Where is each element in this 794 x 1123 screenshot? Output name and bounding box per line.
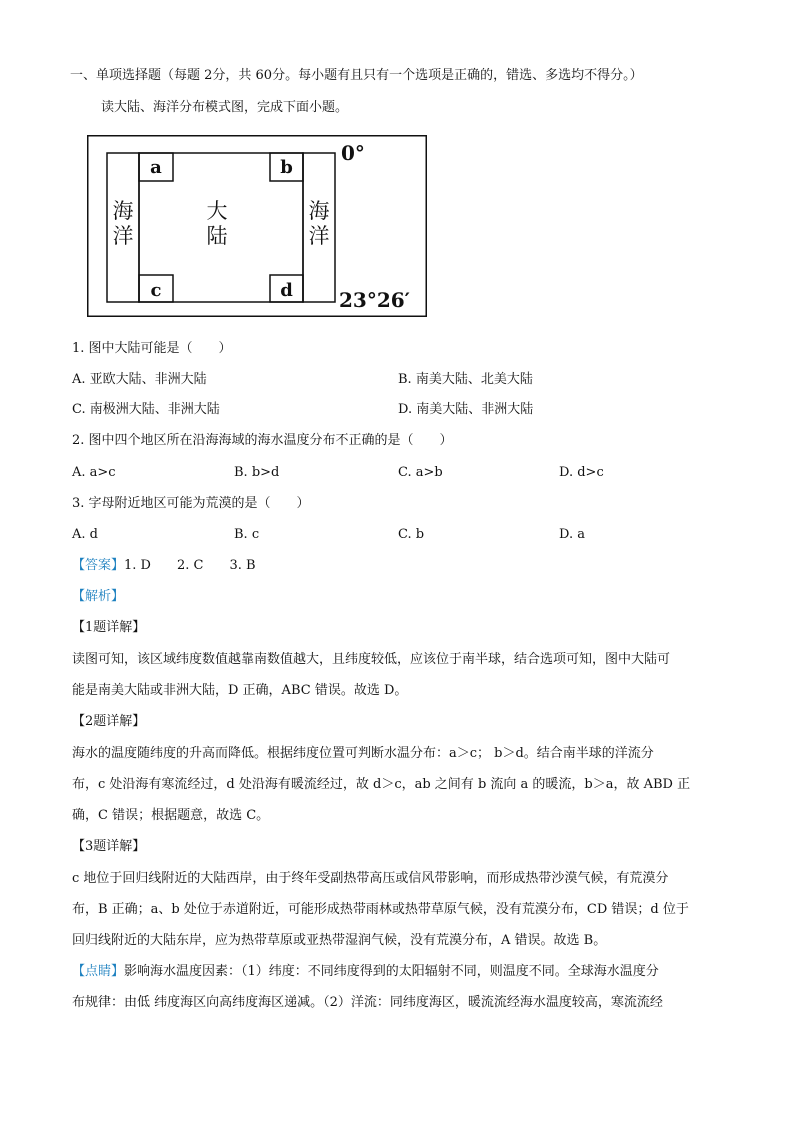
diagram-label-c: c [150, 280, 162, 301]
detail-3-line-1: c 地位于回归线附近的大陆西岸，由于终年受副热带高压或信风带影响，而形成热带沙漠气候，有荒漠分 [72, 871, 669, 886]
detail-3-line-2: 布，B 正确；a、b 处位于赤道附近，可能形成热带雨林或热带草原气候，没有荒漠分布，CD 错误；d 位于 [72, 902, 689, 917]
answer-line [72, 556, 256, 576]
detail-1-line-2: 能是南美大陆或非洲大陆，D 正确，ABC 错误。故选 D。 [72, 683, 408, 698]
question-1-option-d: D. 南美大陆、非洲大陆 [398, 402, 534, 417]
question-2-stem: 2. 图中四个地区所在沿海海域的海水温度分布不正确的是（ ） [72, 433, 453, 448]
detail-1-body [72, 644, 722, 706]
instruction: 读大陆、海洋分布模式图，完成下面小题。 [101, 100, 349, 115]
section-heading: 一、单项选择题（每题 2分，共 60分。每小题有且只有一个选项是正确的，错选、多选均不得分。） [70, 68, 643, 83]
detail-1-line-1: 读图可知，该区域纬度数值越靠南数值越大，且纬度较低，应该位于南半球，结合选项可知，图中大陆可 [72, 652, 671, 667]
question-3-option-b: B. c [234, 527, 260, 542]
tip-body [72, 956, 722, 1018]
detail-1-heading: 【1题详解】 [72, 620, 146, 635]
ocean-right-char-1: 海 [308, 199, 330, 223]
analysis-label: 【解析】 [72, 589, 125, 604]
question-2-option-a: A. a>c [72, 465, 116, 480]
ocean-left-char-2: 洋 [112, 224, 134, 248]
question-1-stem: 1. 图中大陆可能是（ ） [72, 341, 232, 356]
detail-2-heading: 【2题详解】 [72, 714, 146, 729]
detail-2-line-3: 确，C 错误；根据题意，故选 C。 [72, 808, 270, 823]
question-1-option-a: A. 亚欧大陆、非洲大陆 [72, 372, 207, 387]
question-1-option-b: B. 南美大陆、北美大陆 [398, 372, 533, 387]
question-3-option-c: C. b [398, 527, 425, 542]
continent-char-2: 陆 [206, 224, 228, 248]
detail-2-line-2: 布，c 处沿海有寒流经过，d 处沿海有暖流经过，故 d＞c，ab 之间有 b 流向 a 的暖流，b＞a，故 ABD 正 [72, 777, 691, 792]
answer-label: 【答案】 [72, 558, 125, 573]
detail-2-body [72, 738, 722, 831]
diagram-label-d: d [280, 280, 293, 301]
detail-3-body [72, 863, 722, 956]
detail-3-heading: 【3题详解】 [72, 839, 146, 854]
question-2-option-b: B. b>d [234, 465, 280, 480]
tip-line-1: 影响海水温度因素：（1）纬度：不同纬度得到的太阳辐射不同，则温度不同。全球海水温度分 [124, 964, 659, 979]
answer-text: 1. D 2. C 3. B [124, 558, 256, 573]
detail-2-line-1: 海水的温度随纬度的升高而降低。根据纬度位置可判断水温分布：a＞c； b＞d。结合南半球的洋流分 [72, 746, 654, 761]
ocean-left-char-1: 海 [112, 199, 134, 223]
question-3-stem: 3. 字母附近地区可能为荒漠的是（ ） [72, 496, 310, 511]
question-3-option-d: D. a [559, 527, 585, 542]
question-1-option-c: C. 南极洲大陆、非洲大陆 [72, 402, 220, 417]
latitude-bottom-label: 23°26′ [339, 288, 410, 312]
diagram-label-a: a [150, 157, 162, 178]
ocean-right-char-2: 洋 [308, 224, 330, 248]
question-3-option-a: A. d [72, 527, 98, 542]
continent-ocean-diagram [87, 135, 427, 317]
detail-3-line-3: 回归线附近的大陆东岸，应为热带草原或亚热带湿润气候，没有荒漠分布，A 错误。故选 B。 [72, 933, 607, 948]
continent-char-1: 大 [206, 199, 228, 223]
tip-line-2: 布规律：由低 纬度海区向高纬度海区递减。（2）洋流：同纬度海区，暖流流经海水温度较高，寒流流经 [72, 995, 663, 1010]
diagram-label-b: b [280, 157, 293, 178]
latitude-top-label: 0° [341, 141, 365, 165]
question-2-option-c: C. a>b [398, 465, 443, 480]
tip-label: 【点睛】 [72, 964, 125, 979]
question-2-option-d: D. d>c [559, 465, 604, 480]
